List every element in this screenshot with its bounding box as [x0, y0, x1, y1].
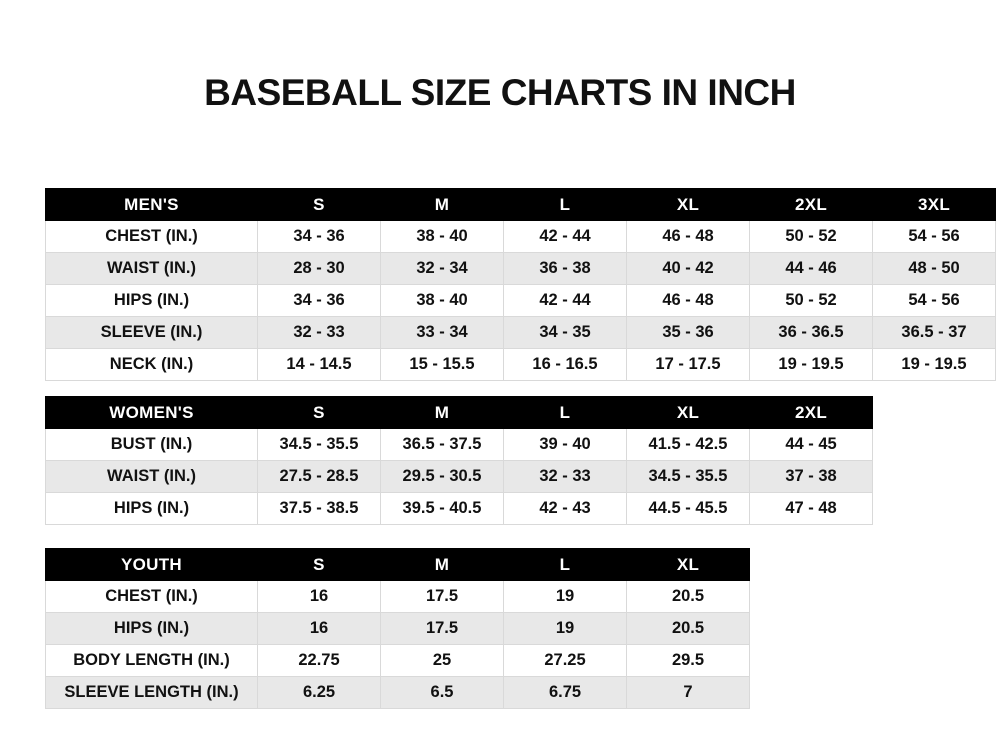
measurement-cell: 38 - 40 — [381, 285, 504, 317]
row-label: SLEEVE LENGTH (IN.) — [46, 677, 258, 709]
column-header-l: L — [504, 397, 627, 429]
measurement-cell: 25 — [381, 645, 504, 677]
row-label: WAIST (IN.) — [46, 461, 258, 493]
column-header-2xl: 2XL — [750, 189, 873, 221]
column-header-m: M — [381, 397, 504, 429]
measurement-cell: 29.5 - 30.5 — [381, 461, 504, 493]
measurement-cell: 37 - 38 — [750, 461, 873, 493]
womens-table-head — [46, 397, 873, 429]
column-header-xl: XL — [627, 397, 750, 429]
youth-header-category: YOUTH — [46, 549, 258, 581]
measurement-cell: 38 - 40 — [381, 221, 504, 253]
table-row — [46, 493, 873, 525]
youth-size-chart — [45, 548, 750, 709]
table-row — [46, 677, 750, 709]
womens-table-body — [46, 429, 873, 525]
measurement-cell: 41.5 - 42.5 — [627, 429, 750, 461]
row-label: NECK (IN.) — [46, 349, 258, 381]
measurement-cell: 47 - 48 — [750, 493, 873, 525]
measurement-cell: 17.5 — [381, 581, 504, 613]
row-label: SLEEVE (IN.) — [46, 317, 258, 349]
measurement-cell: 34.5 - 35.5 — [627, 461, 750, 493]
measurement-cell: 28 - 30 — [258, 253, 381, 285]
measurement-cell: 20.5 — [627, 613, 750, 645]
mens-header-category: MEN'S — [46, 189, 258, 221]
measurement-cell: 44.5 - 45.5 — [627, 493, 750, 525]
mens-table — [45, 188, 996, 381]
measurement-cell: 42 - 44 — [504, 221, 627, 253]
measurement-cell: 6.75 — [504, 677, 627, 709]
table-row — [46, 317, 996, 349]
measurement-cell: 32 - 33 — [504, 461, 627, 493]
measurement-cell: 37.5 - 38.5 — [258, 493, 381, 525]
measurement-cell: 16 — [258, 613, 381, 645]
measurement-cell: 19 - 19.5 — [873, 349, 996, 381]
measurement-cell: 19 — [504, 581, 627, 613]
measurement-cell: 36.5 - 37.5 — [381, 429, 504, 461]
measurement-cell: 46 - 48 — [627, 221, 750, 253]
measurement-cell: 54 - 56 — [873, 221, 996, 253]
column-header-s: S — [258, 549, 381, 581]
mens-size-chart — [45, 188, 996, 381]
measurement-cell: 27.5 - 28.5 — [258, 461, 381, 493]
measurement-cell: 20.5 — [627, 581, 750, 613]
column-header-m: M — [381, 549, 504, 581]
measurement-cell: 32 - 34 — [381, 253, 504, 285]
measurement-cell: 15 - 15.5 — [381, 349, 504, 381]
measurement-cell: 50 - 52 — [750, 221, 873, 253]
measurement-cell: 34.5 - 35.5 — [258, 429, 381, 461]
measurement-cell: 42 - 44 — [504, 285, 627, 317]
table-row — [46, 253, 996, 285]
measurement-cell: 46 - 48 — [627, 285, 750, 317]
youth-table — [45, 548, 750, 709]
measurement-cell: 36 - 38 — [504, 253, 627, 285]
table-row — [46, 349, 996, 381]
measurement-cell: 19 — [504, 613, 627, 645]
row-label: CHEST (IN.) — [46, 221, 258, 253]
measurement-cell: 39.5 - 40.5 — [381, 493, 504, 525]
mens-table-head — [46, 189, 996, 221]
table-header-row — [46, 397, 873, 429]
measurement-cell: 44 - 46 — [750, 253, 873, 285]
measurement-cell: 33 - 34 — [381, 317, 504, 349]
table-row — [46, 581, 750, 613]
measurement-cell: 42 - 43 — [504, 493, 627, 525]
measurement-cell: 54 - 56 — [873, 285, 996, 317]
measurement-cell: 32 - 33 — [258, 317, 381, 349]
measurement-cell: 16 — [258, 581, 381, 613]
page-title: BASEBALL SIZE CHARTS IN INCH — [204, 72, 796, 113]
measurement-cell: 44 - 45 — [750, 429, 873, 461]
measurement-cell: 34 - 36 — [258, 221, 381, 253]
womens-header-category: WOMEN'S — [46, 397, 258, 429]
row-label: HIPS (IN.) — [46, 613, 258, 645]
measurement-cell: 27.25 — [504, 645, 627, 677]
measurement-cell: 40 - 42 — [627, 253, 750, 285]
measurement-cell: 48 - 50 — [873, 253, 996, 285]
column-header-s: S — [258, 189, 381, 221]
table-header-row — [46, 549, 750, 581]
measurement-cell: 16 - 16.5 — [504, 349, 627, 381]
row-label: BODY LENGTH (IN.) — [46, 645, 258, 677]
row-label: BUST (IN.) — [46, 429, 258, 461]
measurement-cell: 17.5 — [381, 613, 504, 645]
mens-table-body — [46, 221, 996, 381]
row-label: CHEST (IN.) — [46, 581, 258, 613]
row-label: HIPS (IN.) — [46, 493, 258, 525]
column-header-xl: XL — [627, 189, 750, 221]
table-row — [46, 285, 996, 317]
column-header-xl: XL — [627, 549, 750, 581]
table-header-row — [46, 189, 996, 221]
measurement-cell: 14 - 14.5 — [258, 349, 381, 381]
column-header-l: L — [504, 189, 627, 221]
column-header-2xl: 2XL — [750, 397, 873, 429]
column-header-l: L — [504, 549, 627, 581]
table-row — [46, 645, 750, 677]
measurement-cell: 19 - 19.5 — [750, 349, 873, 381]
column-header-s: S — [258, 397, 381, 429]
measurement-cell: 34 - 35 — [504, 317, 627, 349]
row-label: HIPS (IN.) — [46, 285, 258, 317]
youth-table-body — [46, 581, 750, 709]
column-header-m: M — [381, 189, 504, 221]
table-row — [46, 221, 996, 253]
table-row — [46, 613, 750, 645]
measurement-cell: 6.25 — [258, 677, 381, 709]
womens-size-chart — [45, 396, 873, 525]
table-row — [46, 461, 873, 493]
measurement-cell: 39 - 40 — [504, 429, 627, 461]
measurement-cell: 17 - 17.5 — [627, 349, 750, 381]
measurement-cell: 29.5 — [627, 645, 750, 677]
measurement-cell: 7 — [627, 677, 750, 709]
row-label: WAIST (IN.) — [46, 253, 258, 285]
measurement-cell: 36.5 - 37 — [873, 317, 996, 349]
womens-table — [45, 396, 873, 525]
measurement-cell: 22.75 — [258, 645, 381, 677]
measurement-cell: 36 - 36.5 — [750, 317, 873, 349]
table-row — [46, 429, 873, 461]
youth-table-head — [46, 549, 750, 581]
measurement-cell: 6.5 — [381, 677, 504, 709]
column-header-3xl: 3XL — [873, 189, 996, 221]
measurement-cell: 35 - 36 — [627, 317, 750, 349]
measurement-cell: 50 - 52 — [750, 285, 873, 317]
measurement-cell: 34 - 36 — [258, 285, 381, 317]
